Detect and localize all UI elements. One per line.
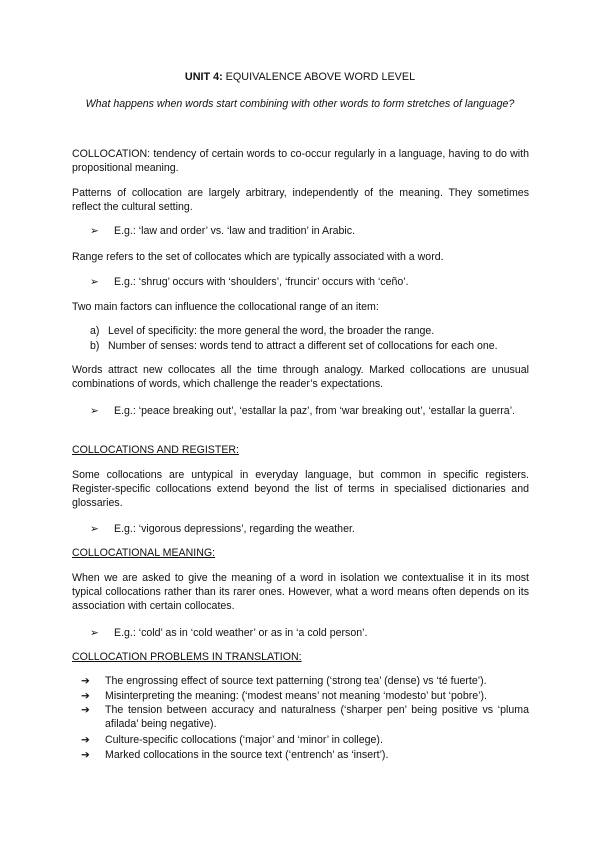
problem-text: The tension between accuracy and naturalness (‘sharper pen’ being positive vs ‘pluma afilada’ being negative). [105,704,529,730]
bullet-arrow-icon: ➢ [90,523,99,535]
paragraph-collocational-meaning: When we are asked to give the meaning of a word in isolation we contextualise it in its most typical collocations rather than its rarer ones. However, what a word means often depends on its association with certain collocates. [72,572,529,612]
problem-item [81,703,529,731]
section-heading-collocational-meaning: COLLOCATIONAL MEANING: [72,547,216,559]
arrow-right-icon: ➔ [81,734,90,746]
example-text: E.g.: ‘shrug’ occurs with ‘shoulders’, ‘fruncir’ occurs with ‘ceño’. [114,276,409,288]
example-text: E.g.: ‘peace breaking out’, ‘estallar la paz’, from ‘war breaking out’, ‘estallar la guerra’. [114,405,515,417]
problem-text: Culture-specific collocations (‘major’ and ‘minor’ in college). [105,734,383,746]
example-item [90,224,529,238]
factor-text: Number of senses: words tend to attract a different set of collocations for each one. [108,340,498,352]
factor-item [90,339,529,353]
list-marker: b) [90,340,100,352]
section-heading-translation-problems: COLLOCATION PROBLEMS IN TRANSLATION: [72,651,302,663]
example-item [90,275,529,289]
problem-item [81,748,529,762]
title-text: EQUIVALENCE ABOVE WORD LEVEL [222,71,416,83]
example-text: E.g.: ‘law and order’ vs. ‘law and tradition’ in Arabic. [114,225,356,237]
arrow-right-icon: ➔ [81,749,90,761]
section-heading-register: COLLOCATIONS AND REGISTER: [72,444,239,456]
example-text: E.g.: ‘cold’ as in ‘cold weather’ or as in ‘a cold person’. [114,627,368,639]
bullet-arrow-icon: ➢ [90,627,99,639]
page-subtitle: What happens when words start combining with other words to form stretches of language? [85,98,515,110]
example-item [90,626,529,640]
bullet-arrow-icon: ➢ [90,405,99,417]
problem-text: Misinterpreting the meaning: (‘modest means’ not meaning ‘modesto’ but ‘pobre’). [105,690,487,702]
factor-text: Level of specificity: the more general the word, the broader the range. [108,325,435,337]
problem-text: The engrossing effect of source text patterning (‘strong tea’ (dense) vs ‘té fuerte’). [105,675,487,687]
page-title [0,70,600,84]
bullet-arrow-icon: ➢ [90,225,99,237]
paragraph-collocation-patterns: Patterns of collocation are largely arbitrary, independently of the meaning. They sometimes reflect the cultural setting. [72,187,529,213]
problem-item [81,689,529,703]
list-marker: a) [90,325,100,337]
problem-item [81,674,529,688]
arrow-right-icon: ➔ [81,704,90,716]
arrow-right-icon: ➔ [81,690,90,702]
paragraph-analogy: Words attract new collocates all the time through analogy. Marked collocations are unusual combinations of words, which challenge the reader’s expectations. [72,364,529,390]
paragraph-factors-intro: Two main factors can influence the collocational range of an item: [72,301,379,313]
paragraph-collocation-definition: COLLOCATION: tendency of certain words to co-occur regularly in a language, having to do with propositional meaning. [72,148,529,174]
example-item [90,404,529,418]
example-text: E.g.: ‘vigorous depressions’, regarding the weather. [114,523,355,535]
paragraph-range: Range refers to the set of collocates which are typically associated with a word. [72,251,444,263]
problem-item [81,733,529,747]
example-item [90,522,529,536]
title-unit: UNIT 4: [184,71,223,83]
bullet-arrow-icon: ➢ [90,276,99,288]
factor-item [90,324,529,338]
paragraph-register: Some collocations are untypical in everyday language, but common in specific registers. Register-specific collocations extend beyond the list of terms in specialised dictionaries and glossaries. [72,469,529,509]
arrow-right-icon: ➔ [81,675,90,687]
problem-text: Marked collocations in the source text (‘entrench’ as ‘insert’). [105,749,389,761]
